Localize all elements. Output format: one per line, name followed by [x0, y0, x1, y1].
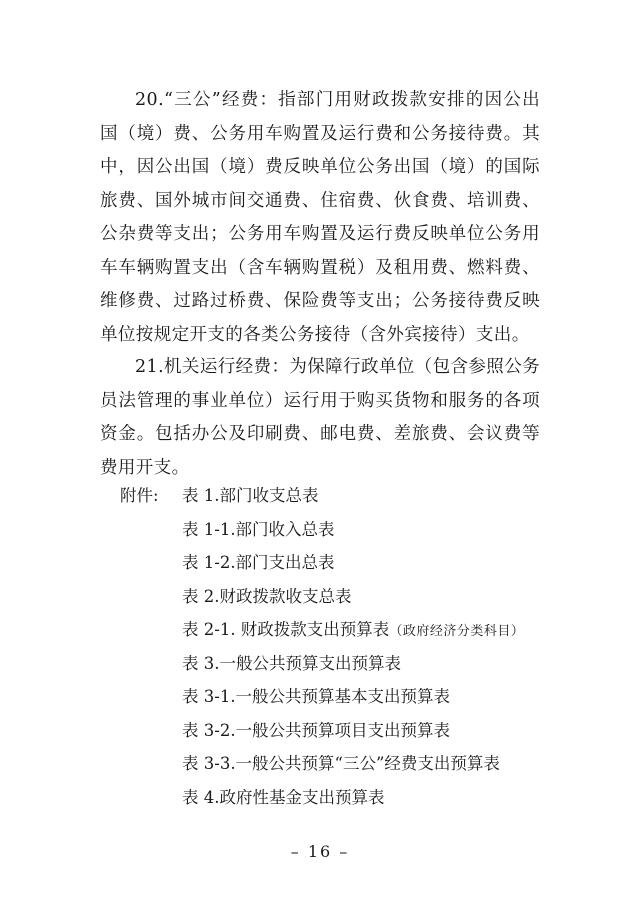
page-number: – 16 – [290, 842, 350, 861]
attachment-item: 表 2.财政拨款收支总表 [182, 586, 352, 606]
attachment-item: 表 3-3.一般公共预算“三公”经费支出预算表 [182, 754, 500, 773]
attachments-list [182, 479, 602, 814]
attachment-item: 表 1.部门收支总表 [182, 486, 319, 505]
attachment-item-note: （政府经济分类科目） [389, 624, 525, 639]
paragraph-san-gong-expenses: 20.“三公”经费：指部门用财政拨款安排的因公出国（境）费、公务用车购置及运行费和公务接待费。其中，因公出国（境）费反映单位公务出国（境）的国际旅费、国外城市间交通费、住宿费、伙食费、培训费、公杂费等支出；公务用车购置及运行费反映单位公务用车车辆购置支出（含车辆购置税）及租用费、燃料费、维修费、过路过桥费、保险费等支出；公务接待费反映单位按规定开支的各类公务接待（含外宾接待）支出。 [100, 90, 540, 345]
attachment-item: 表 4.政府性基金支出预算表 [182, 787, 385, 807]
attachment-item: 表 2-1. 财政拨款支出预算表（政府经济分类科目） [182, 620, 525, 639]
paragraph-agency-operating-expenses: 21.机关运行经费：为保障行政单位（包含参照公务员法管理的事业单位）运行用于购买货物和服务的各项资金。包括办公及印刷费、邮电费、差旅费、会议费等费用开支。 [100, 357, 540, 478]
attachments-label: 附件: [120, 486, 159, 505]
attachment-item: 表 3-1.一般公共预算基本支出预算表 [182, 687, 451, 706]
attachment-item: 表 3-2.一般公共预算项目支出预算表 [182, 720, 451, 740]
attachment-item: 表 1-2.部门支出总表 [182, 553, 335, 572]
attachment-item: 表 3.一般公共预算支出预算表 [182, 653, 401, 673]
attachment-item: 表 1-1.部门收入总表 [182, 519, 335, 539]
